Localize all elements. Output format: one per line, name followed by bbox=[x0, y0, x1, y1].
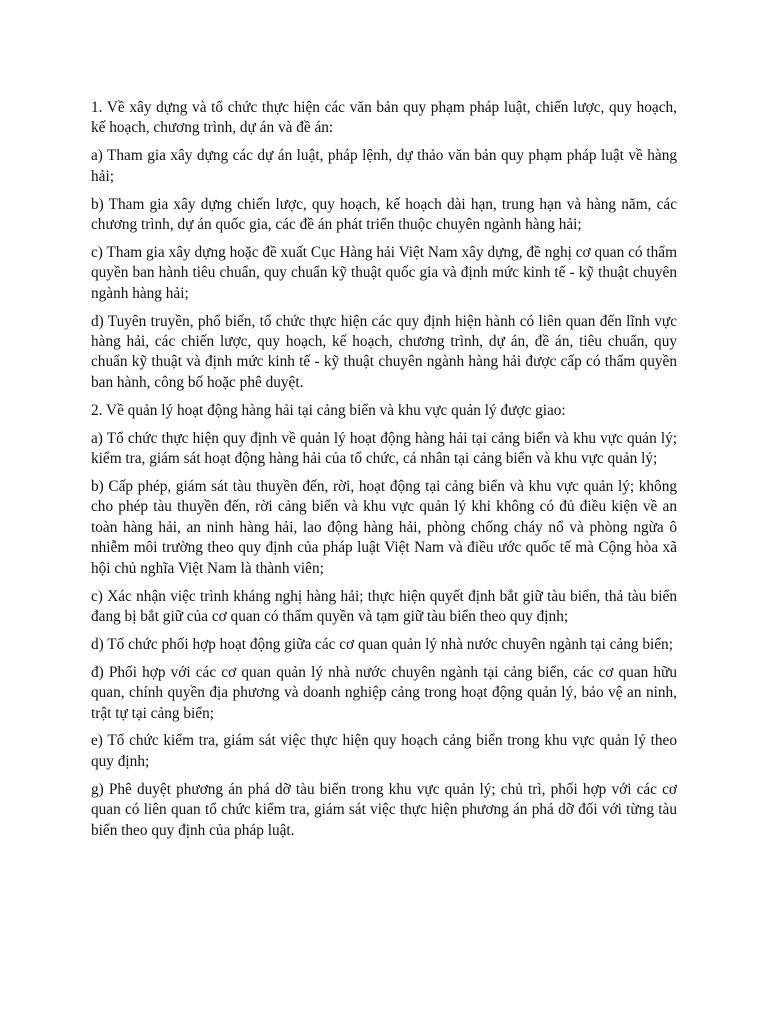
paragraph-1a: a) Tham gia xây dựng các dự án luật, pháp lệnh, dự thảo văn bản quy phạm pháp luật về hàng hải; bbox=[91, 147, 677, 185]
paragraph-1d: d) Tuyên truyền, phổ biến, tổ chức thực hiện các quy định hiện hành có liên quan đến lĩnh vực hàng hải, các chiến lược, quy hoạch, kế hoạch, chương trình, dự án, đề án, tiêu chuẩn, quy chuẩn kỹ thuật và định mức kinh tế - kỹ thuật chuyên ngành hàng hải được cấp có thẩm quyền ban hành, công bố hoặc phê duyệt. bbox=[91, 312, 677, 391]
paragraph-2c: c) Xác nhận việc trình kháng nghị hàng hải; thực hiện quyết định bắt giữ tàu biển, thả tàu biển đang bị bắt giữ của cơ quan có thẩm quyền và tạm giữ tàu biển theo quy định; bbox=[91, 587, 677, 625]
paragraph-2b: b) Cấp phép, giám sát tàu thuyền đến, rời, hoạt động tại cảng biển và khu vực quản lý; không cho phép tàu thuyền đến, rời cảng biển và khu vực quản lý khi không có đủ điều kiện về an toàn hàng hải, an ninh hàng hải, lao động hàng hải, phòng chống cháy nổ và phòng ngừa ô nhiễm môi trường theo quy định của pháp luật Việt Nam và điều ước quốc tế mà Cộng hòa xã hội chủ nghĩa Việt Nam là thành viên; bbox=[91, 478, 677, 577]
paragraph-2a: a) Tổ chức thực hiện quy định về quản lý hoạt động hàng hải tại cảng biển và khu vực quản lý; kiểm tra, giám sát hoạt động hàng hải của tổ chức, cá nhân tại cảng biển và khu vực quản lý; bbox=[91, 429, 677, 468]
document-body bbox=[91, 98, 677, 849]
paragraph-1b: b) Tham gia xây dựng chiến lược, quy hoạch, kế hoạch dài hạn, trung hạn và hàng năm, các chương trình, dự án quốc gia, các đề án phát triển thuộc chuyên ngành hàng hải; bbox=[91, 195, 677, 234]
section-1-heading: 1. Về xây dựng và tổ chức thực hiện các văn bản quy phạm pháp luật, chiến lược, quy hoạch, kế hoạch, chương trình, dự án và đề án: bbox=[91, 99, 677, 137]
paragraph-2e: e) Tổ chức kiểm tra, giám sát việc thực hiện quy hoạch cảng biển trong khu vực quản lý theo quy định; bbox=[91, 732, 677, 770]
paragraph-2d: d) Tổ chức phối hợp hoạt động giữa các cơ quan quản lý nhà nước chuyên ngành tại cảng biển; bbox=[91, 635, 673, 653]
section-2-heading: 2. Về quản lý hoạt động hàng hải tại cảng biển và khu vực quản lý được giao: bbox=[91, 401, 566, 419]
paragraph-1c: c) Tham gia xây dựng hoặc đề xuất Cục Hàng hải Việt Nam xây dựng, đề nghị cơ quan có thẩm quyền ban hành tiêu chuẩn, quy chuẩn kỹ thuật quốc gia và định mức kinh tế - kỹ thuật chuyên ngành hàng hải; bbox=[91, 243, 677, 302]
paragraph-2g: g) Phê duyệt phương án phá dỡ tàu biển trong khu vực quản lý; chủ trì, phối hợp với các cơ quan có liên quan tổ chức kiểm tra, giám sát việc thực hiện phương án phá dỡ đối với từng tàu biển theo quy định của pháp luật. bbox=[91, 780, 677, 839]
paragraph-2dd: đ) Phối hợp với các cơ quan quản lý nhà nước chuyên ngành tại cảng biển, các cơ quan hữu quan, chính quyền địa phương và doanh nghiệp cảng trong hoạt động quản lý, bảo vệ an ninh, trật tự tại cảng biển; bbox=[91, 663, 677, 722]
